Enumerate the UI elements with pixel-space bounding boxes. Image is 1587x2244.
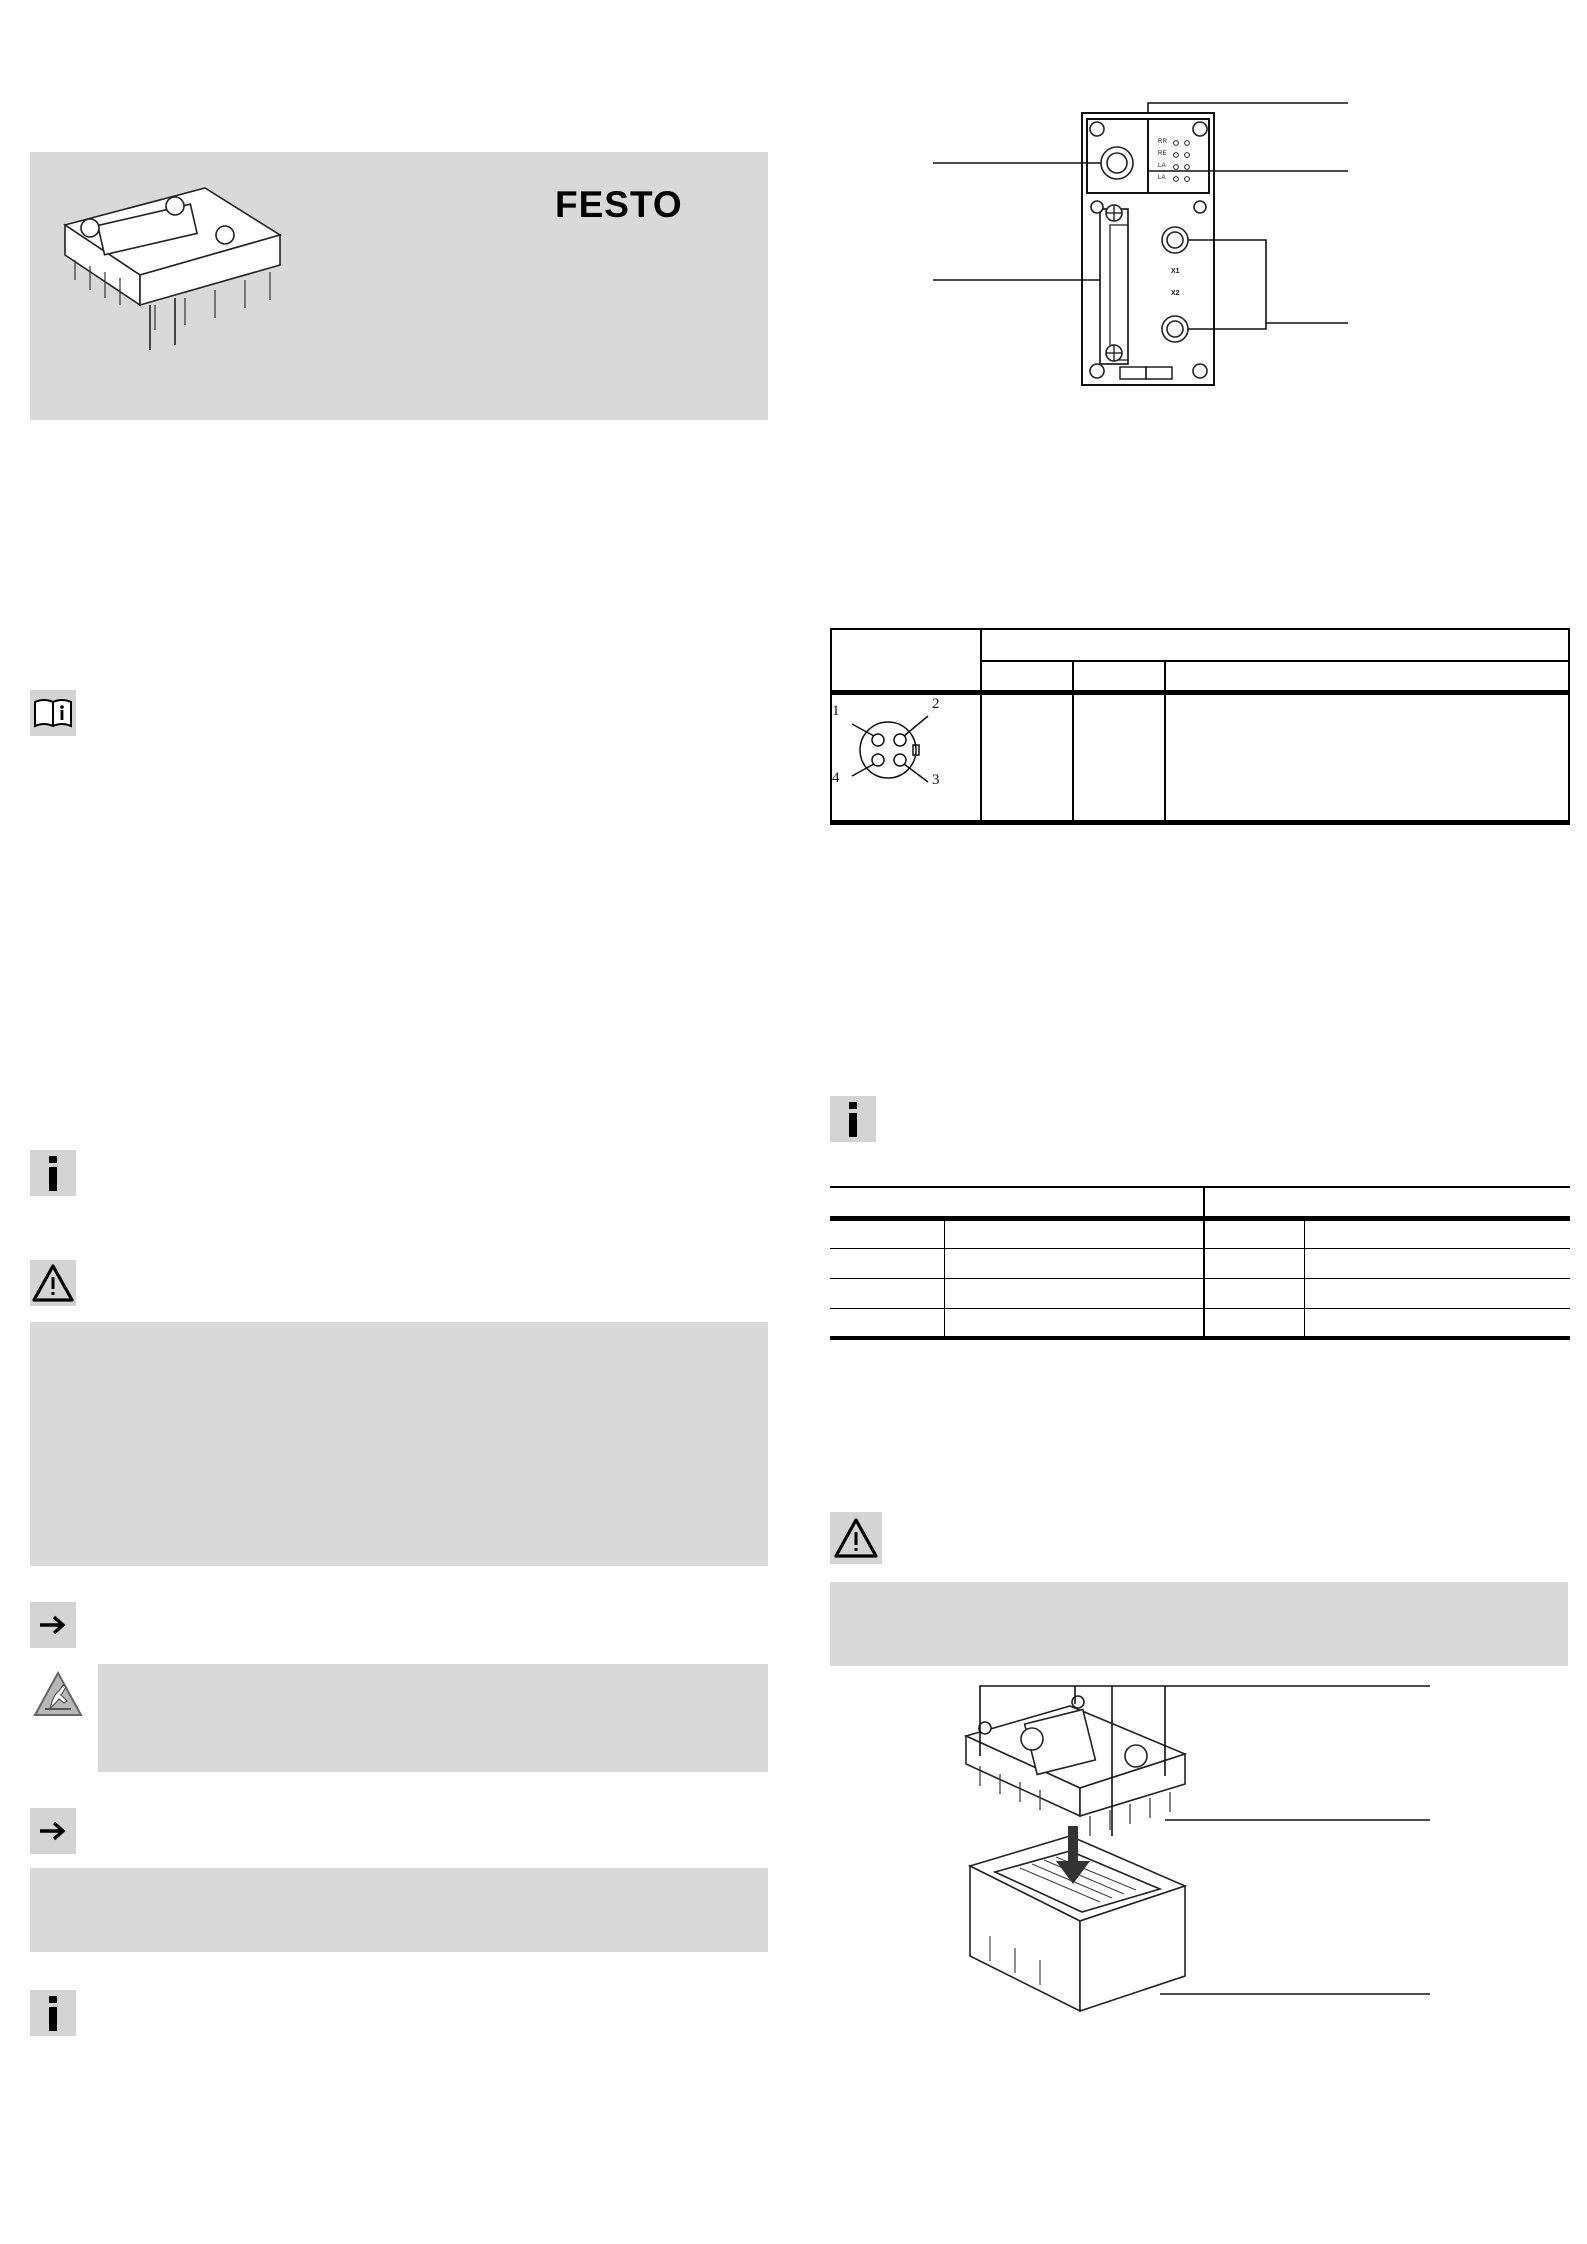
pin-table-sub-rule xyxy=(980,660,1570,662)
info-icon xyxy=(830,1096,876,1142)
table2-top-rule xyxy=(830,1186,1570,1188)
connector-label-x1: X1 xyxy=(1171,268,1180,275)
assembly-illustration xyxy=(960,1676,1440,2046)
pin-table-bottom-rule xyxy=(830,820,1570,825)
pin-table-col-rule xyxy=(980,628,982,824)
device-front-view-diagram xyxy=(930,95,1360,395)
pin-table-col-rule xyxy=(1072,660,1074,824)
table2-header-rule xyxy=(830,1216,1570,1221)
table2-row-rule xyxy=(830,1248,1570,1249)
table2-row-rule xyxy=(830,1308,1570,1309)
led-label-4: LA xyxy=(1158,175,1166,181)
warning-panel-right xyxy=(830,1582,1568,1666)
arrow-right-icon xyxy=(30,1808,76,1854)
note-panel xyxy=(30,1868,768,1952)
warning-icon xyxy=(830,1512,882,1564)
pin-diagram xyxy=(836,700,966,800)
table2-bottom-rule xyxy=(830,1336,1570,1340)
led-label-1: RR xyxy=(1158,139,1168,145)
festo-logo: FESTO xyxy=(555,184,683,225)
product-illustration xyxy=(55,180,295,370)
esd-panel xyxy=(98,1664,768,1772)
table2-row-rule xyxy=(830,1278,1570,1279)
pin-table-col-rule xyxy=(830,628,832,824)
info-icon xyxy=(30,1990,76,2036)
pin-table-col-rule xyxy=(1164,660,1166,824)
arrow-right-icon xyxy=(30,1602,76,1648)
warning-panel xyxy=(30,1322,768,1566)
led-label-2: RE xyxy=(1158,151,1167,157)
table2-col-rule xyxy=(1203,1186,1205,1338)
table2-col-rule xyxy=(944,1220,945,1338)
pin-table-header-rule xyxy=(830,690,1570,695)
pin-label-2: 2 xyxy=(932,696,940,712)
book-info-icon xyxy=(30,690,76,736)
warning-icon xyxy=(30,1260,76,1306)
led-label-3: LA xyxy=(1158,163,1166,169)
pin-table-top-rule xyxy=(830,628,1570,630)
info-icon xyxy=(30,1150,76,1196)
connector-label-x2: X2 xyxy=(1171,290,1180,297)
esd-warning-icon xyxy=(30,1666,86,1722)
pin-label-1: 1 xyxy=(832,703,840,719)
table2-col-rule xyxy=(1304,1220,1305,1338)
pin-label-3: 3 xyxy=(932,772,940,788)
pin-table-col-rule xyxy=(1568,628,1570,824)
pin-label-4: 4 xyxy=(832,770,840,786)
